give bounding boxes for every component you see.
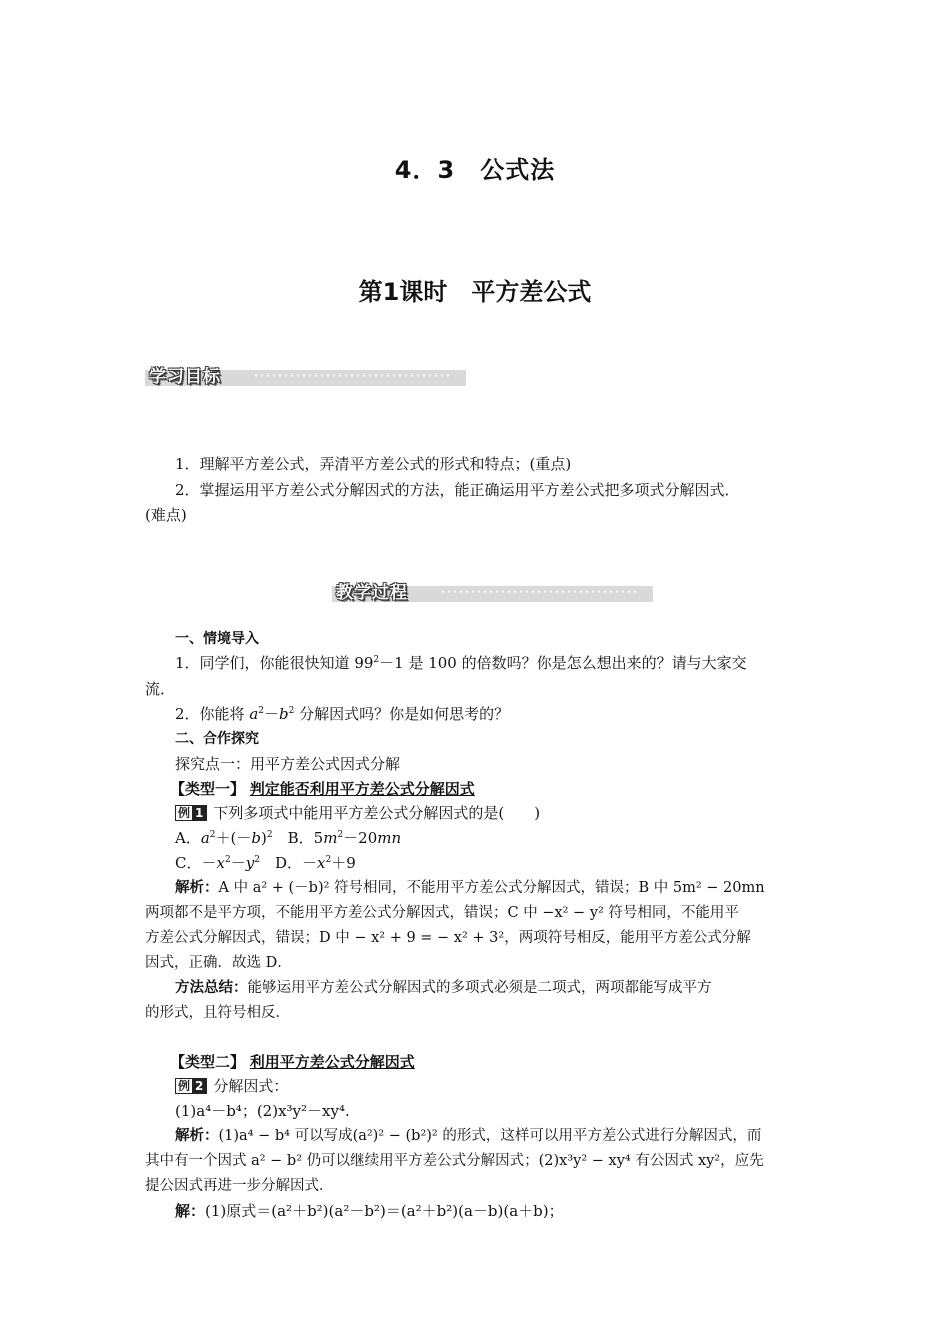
options-ab: A．$a^2+(-b)^2$ B．$5m^2-20mn$ (175, 829, 402, 847)
heading-explore: 二、合作探究 (175, 731, 259, 747)
analysis-1-l2: 两项都不是平方项，不能用平方差公式分解因式，错误；C 中 −x² − y² 符号相同，不能用平 (145, 905, 739, 921)
goal-item-2: 2．掌握运用平方差公式分解因式的方法，能正确运用平方差公式把多项式分解因式． (175, 481, 740, 499)
method-summary-l2: 的形式，且符号相反． (145, 1005, 290, 1021)
type-2-heading: 【类型二】 利用平方差公式分解因式 (170, 1053, 415, 1071)
example-badge: 例 1 (175, 805, 207, 821)
heading-situation: 一、情境导入 (175, 631, 259, 647)
analysis-2: 解析：(1)a⁴ − b⁴ 可以写成(a²)² − (b²)² 的形式，这样可以用平方差公式进行分解因式，而 (175, 1128, 762, 1144)
question-2: 2．你能将 $a^2-b^2$ 分解因式吗？你是如何思考的？ (175, 705, 510, 723)
question-1-cont: 流． (145, 680, 176, 698)
analysis-1-l4: 因式，正确．故选 D． (145, 955, 292, 971)
solution-1: 解：(1)原式＝(a²＋b²)(a²－b²)＝(a²＋b²)(a－b)(a＋b)； (175, 1202, 564, 1220)
type-1-heading: 【类型一】 判定能否利用平方差公式分解因式 (170, 780, 475, 798)
goal-item-1: 1．理解平方差公式，弄清平方差公式的形式和特点；(重点) (175, 455, 572, 473)
example-1: 例 1 下列多项式中能用平方差公式分解因式的是( ) (175, 801, 805, 826)
banner-dots-decoration (440, 590, 640, 593)
section-title: 4．3 公式法 (394, 156, 556, 184)
analysis-1-l3: 方差公式分解因式，错误；D 中 − x² + 9 = − x² + 3²，两项符号相反，能用平方差公式分解 (145, 930, 751, 946)
method-summary: 方法总结：能够运用平方差公式分解因式的多项式必须是二项式，两项都能写成平方 (175, 980, 712, 996)
analysis-2-l2: 其中有一个因式 a² − b² 仍可以继续用平方差公式分解因式；(2)x³y² − xy⁴ 有公因式 xy²，应先 (145, 1153, 764, 1169)
analysis-1: 解析：A 中 a² + (－b)² 符号相同，不能用平方差公式分解因式，错误；B 中 5m² − 20mn (175, 880, 765, 896)
example-badge: 例 2 (175, 1078, 207, 1094)
analysis-2-l3: 提公因式再进一步分解因式． (145, 1178, 334, 1194)
process-banner (332, 583, 653, 603)
question-1: 1．同学们，你能很快知道 $99^2-1$ 是 100 的倍数吗？你是怎么想出来的？请与大家交 (175, 654, 747, 672)
explore-point-1: 探究点一：用平方差公式因式分解 (175, 755, 401, 773)
options-cd: C．$-x^2-y^2$ D．$-x^2+9$ (175, 854, 356, 872)
goals-banner (145, 367, 466, 387)
example-2: 例 2 分解因式： (175, 1074, 805, 1099)
lesson-title: 第1课时 平方差公式 (358, 278, 592, 306)
goal-item-2-cont: (难点) (145, 506, 187, 524)
goals-banner-label: 学习目标 (149, 367, 221, 387)
banner-dots-decoration (253, 374, 453, 377)
process-banner-label: 教学过程 (336, 583, 408, 603)
example-2-items: (1)a⁴－b⁴；(2)x³y²－xy⁴. (175, 1102, 350, 1120)
